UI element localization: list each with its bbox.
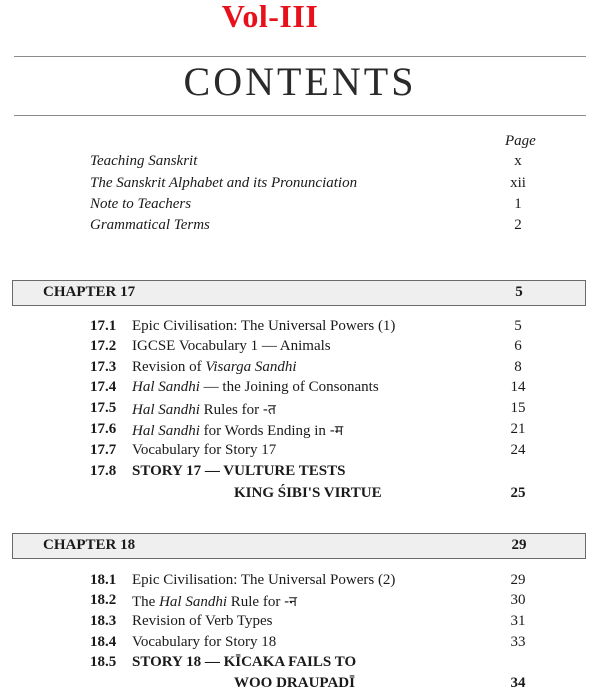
title-divider [14, 115, 586, 116]
story-title-line-2: WOO DRAUPADĪ [234, 675, 355, 691]
toc-row [0, 463, 600, 483]
section-page: 14 [510, 379, 526, 395]
story-title-line-1: STORY 18 — KĪCAKA FAILS TO [132, 654, 357, 670]
title-part: The [132, 594, 160, 610]
toc-row [0, 318, 600, 338]
devanagari-glyph: -न [284, 594, 297, 610]
page-title: CONTENTS [183, 59, 417, 104]
section-page: 29 [510, 572, 526, 588]
section-title [132, 400, 276, 419]
section-title: Vocabulary for Story 18 [132, 634, 277, 650]
page-column-label: Page [505, 133, 536, 149]
section-number: 18.5 [90, 654, 117, 670]
title-part-italic: Hal Sandhi [132, 379, 200, 395]
toc-row [0, 400, 600, 420]
toc-row [0, 442, 600, 462]
toc-row [0, 338, 600, 358]
toc-row [0, 379, 600, 399]
section-title: Epic Civilisation: The Universal Powers (1) [132, 318, 396, 334]
title-part: Revision of [132, 359, 206, 375]
section-title [132, 592, 297, 611]
devanagari-glyph: -त [262, 402, 276, 418]
story-title-line-2: KING ŚIBI'S VIRTUE [234, 485, 382, 501]
section-number: 17.6 [90, 421, 117, 437]
section-page: 33 [510, 634, 526, 650]
front-matter-page: x [514, 153, 522, 169]
chapter-18-header [12, 533, 586, 559]
toc-row [0, 654, 600, 674]
toc-row [0, 592, 600, 612]
title-part: for Words Ending in [199, 423, 330, 439]
section-title: IGCSE Vocabulary 1 — Animals [132, 338, 331, 354]
section-number: 17.8 [90, 463, 117, 479]
section-number: 17.4 [90, 379, 117, 395]
section-page: 15 [510, 400, 526, 416]
toc-row [0, 572, 600, 592]
chapter-page: 29 [511, 537, 527, 553]
section-number: 17.5 [90, 400, 117, 416]
front-matter-title: Note to Teachers [90, 196, 192, 212]
section-page: 5 [514, 318, 522, 334]
section-page: 8 [514, 359, 522, 375]
toc-row [0, 421, 600, 441]
toc-row [0, 359, 600, 379]
section-page: 6 [514, 338, 522, 354]
section-title: Vocabulary for Story 17 [132, 442, 277, 458]
section-page: 30 [510, 592, 526, 608]
section-title [132, 421, 343, 440]
chapter-17-header [12, 280, 586, 306]
chapter-title: CHAPTER 17 [43, 284, 136, 300]
section-page: 25 [510, 485, 526, 501]
title-part: — the Joining of Consonants [199, 379, 379, 395]
front-matter-page: 2 [514, 217, 522, 233]
story-title-line-1: STORY 17 — VULTURE TESTS [132, 463, 346, 479]
volume-label: Vol-III [221, 0, 319, 34]
toc-row [0, 634, 600, 654]
section-page: 24 [510, 442, 526, 458]
top-divider [14, 56, 586, 57]
front-matter-page: 1 [514, 196, 522, 212]
section-title: Epic Civilisation: The Universal Powers (2) [132, 572, 396, 588]
section-page: 31 [510, 613, 526, 629]
toc-row [0, 675, 600, 695]
front-matter-title: The Sanskrit Alphabet and its Pronunciation [90, 175, 358, 191]
section-title: Revision of Verb Types [132, 613, 273, 629]
section-title [132, 359, 297, 376]
chapter-page: 5 [515, 284, 523, 300]
title-part-italic: Hal Sandhi [132, 423, 200, 439]
section-number: 17.3 [90, 359, 117, 375]
section-number: 18.1 [90, 572, 117, 588]
section-number: 17.2 [90, 338, 117, 354]
toc-row [0, 485, 600, 505]
title-part-italic: Hal Sandhi [132, 402, 200, 418]
section-number: 17.7 [90, 442, 117, 458]
section-number: 18.2 [90, 592, 117, 608]
section-number: 17.1 [90, 318, 117, 334]
chapter-title: CHAPTER 18 [43, 537, 136, 553]
title-part: Rules for [199, 402, 263, 418]
front-matter-page: xii [510, 175, 526, 191]
section-number: 18.4 [90, 634, 117, 650]
front-matter-title: Teaching Sanskrit [90, 153, 198, 169]
section-title [132, 379, 379, 396]
title-part-italic: Hal Sandhi [159, 594, 227, 610]
title-part: Rule for [227, 594, 285, 610]
section-page: 34 [510, 675, 526, 691]
front-matter-title: Grammatical Terms [90, 217, 210, 233]
toc-row [0, 613, 600, 633]
title-part-italic: Visarga Sandhi [205, 359, 297, 375]
section-page: 21 [510, 421, 526, 437]
section-number: 18.3 [90, 613, 117, 629]
devanagari-glyph: -म [329, 423, 344, 439]
